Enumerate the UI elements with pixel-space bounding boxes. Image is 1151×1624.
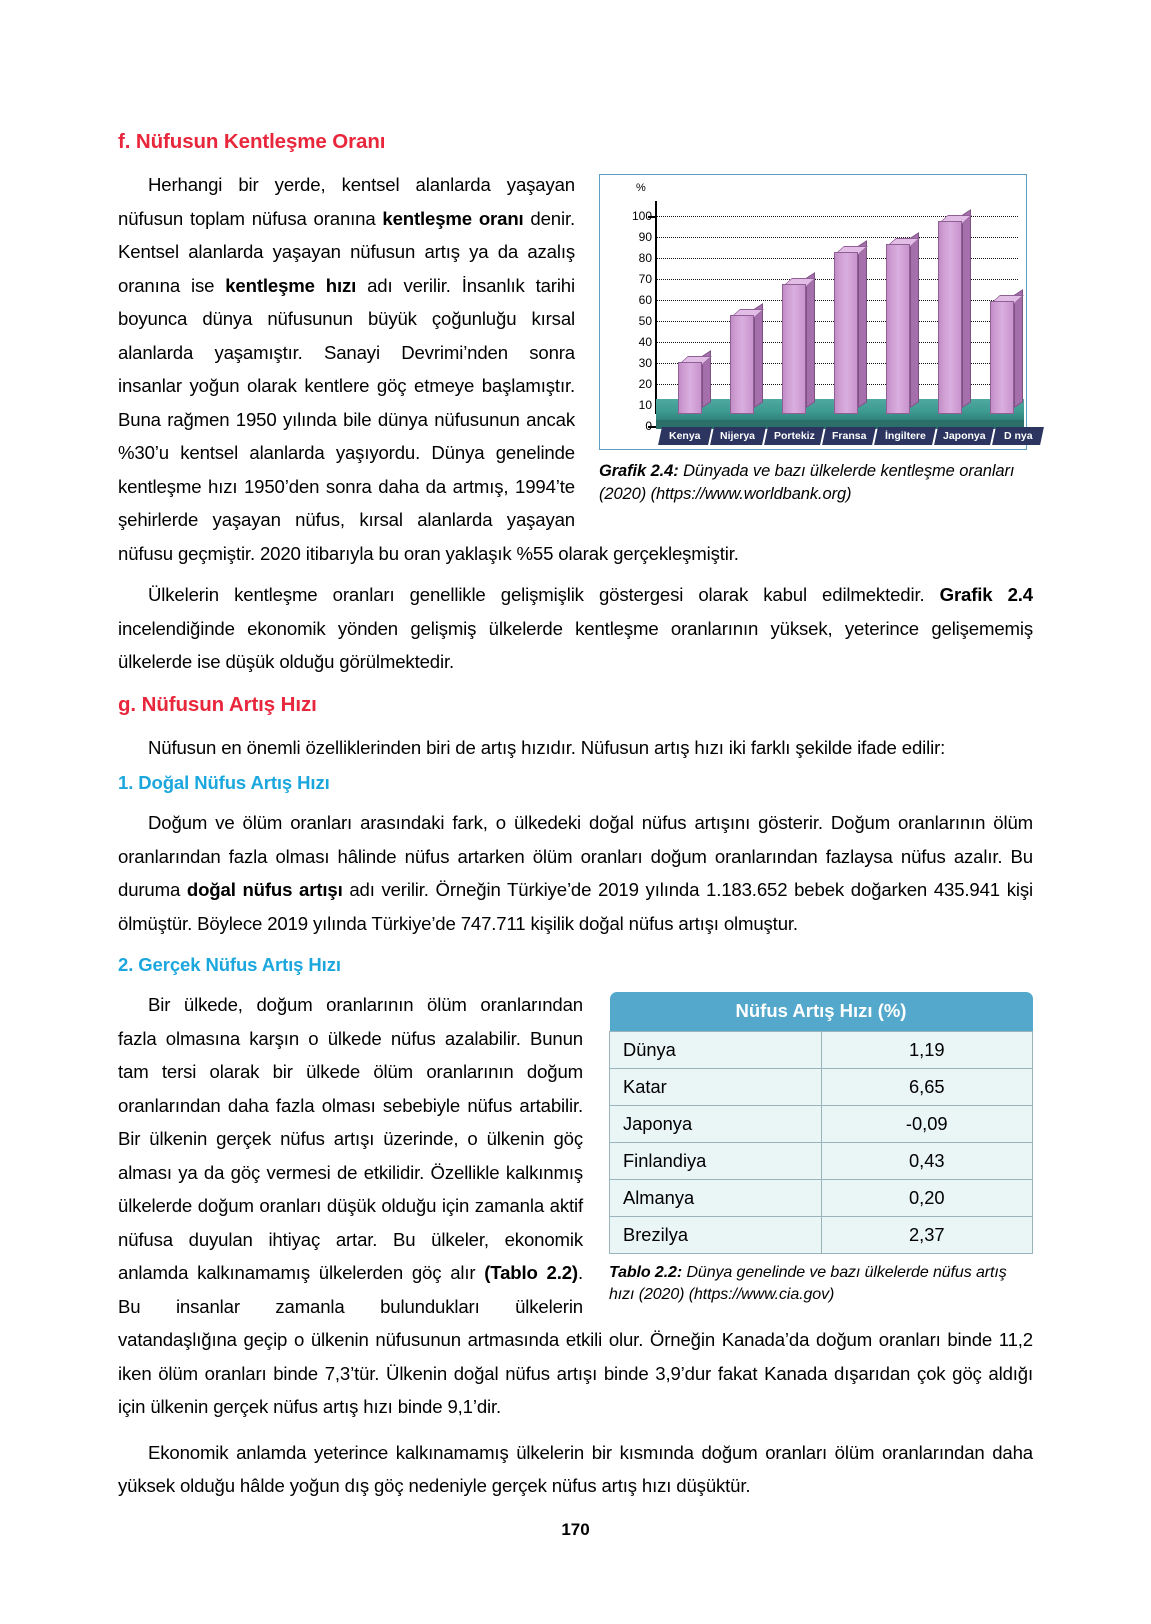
table-header-cell: Nüfus Artış Hızı (%) bbox=[610, 992, 1033, 1032]
paragraph-kalkinmamis: Ekonomik anlamda yeterince kalkınamamış ülkelerin bir kısmında doğum oranları ölüm oranlarından daha yüksek olduğu hâlde yoğun dış göç nedeniyle gerçek nüfus artış hızı düşüktür. bbox=[118, 1441, 1033, 1496]
x-label-portekiz: Portekiz bbox=[764, 427, 824, 445]
paragraph-dogal-nufus bbox=[118, 806, 1033, 940]
x-label-kenya: Kenya bbox=[658, 427, 712, 445]
y-tick-label-100: 100 bbox=[631, 209, 652, 223]
y-axis-tick-labels bbox=[600, 175, 652, 449]
bar-face bbox=[990, 301, 1014, 414]
page-content bbox=[118, 130, 1033, 1511]
p1-part-d: adı verilir. İnsanlık tarihi boyunca dünya nüfusunun büyük çoğunluğu kırsal alanlarda yaşamıştır. Sanayi Devrimi’nden sonra insanlar yoğun olarak kentlere göç etmeye başlamıştır. Buna rağmen 1950 yılında bile dünya nüfusunun ancak %30’u kentsel alanlarda yaşıyordu. Dünya genelinde kentleşme hızı 1950’den sonra daha da artmış, 1994’te şehirlerde yaşayan nüfus, kırsal alanlarda yaşayan nüfusu geçmiştir. 2020 itibarıyla bu oran yaklaşık %55 olarak gerçekleşmiştir. bbox=[118, 274, 739, 564]
table-cell-rate: 0,20 bbox=[821, 1180, 1033, 1217]
p2-part-c: incelendiğinde ekonomik yönden gelişmiş ülkelerde kentleşme oranlarının yüksek, yeterince gelişememiş ülkelerde ise düşük olduğu görülmektedir. bbox=[118, 617, 1033, 672]
bar-side bbox=[858, 240, 867, 408]
p1-part-a: Herhangi bir yerde, kentsel alanlarda yaşayan nüfusun toplam nüfusa oranına bbox=[118, 174, 575, 229]
bar-ingiltere bbox=[886, 244, 910, 414]
bar-face bbox=[938, 221, 962, 414]
p4-bold-dogal-nufus-artisi: doğal nüfus artışı bbox=[186, 879, 343, 900]
table-caption bbox=[609, 1262, 1033, 1306]
section-heading-g: g. Nüfusun Artış Hızı bbox=[118, 692, 317, 716]
y-tick-label-0: 0 bbox=[645, 419, 652, 433]
table-cell-country: Katar bbox=[610, 1069, 822, 1106]
table-cell-country: Finlandiya bbox=[610, 1143, 822, 1180]
table-row bbox=[610, 1069, 1033, 1106]
table-cell-country: Japonya bbox=[610, 1106, 822, 1143]
chart-caption-text: Dünyada ve bazı ülkelerde kentleşme oranları (2020) (https://www.worldbank.org) bbox=[599, 462, 1015, 503]
p1-bold-kentlesme-orani: kentleşme oranı bbox=[382, 207, 524, 229]
table-cell-country: Brezilya bbox=[610, 1217, 822, 1254]
y-tick-label-30: 30 bbox=[638, 356, 652, 370]
table-caption-text: Dünya genelinde ve bazı ülkelerde nüfus artış hızı (2020) (https://www.cia.gov) bbox=[609, 1264, 1007, 1303]
x-label-dunya: D nya bbox=[992, 427, 1044, 445]
bar-japonya bbox=[938, 221, 962, 414]
y-tick-label-50: 50 bbox=[638, 314, 652, 328]
y-tick-label-70: 70 bbox=[638, 272, 652, 286]
p4-part-c: adı verilir. Örneğin Türkiye’de 2019 yılında 1.183.652 bebek doğarken 435.941 kişi ölmüştür. Böylece 2019 yılında Türkiye’de 747.711 kişilik doğal nüfus artışı olmuştur. bbox=[118, 879, 1033, 934]
bar-face bbox=[678, 362, 702, 414]
bar-side bbox=[910, 232, 919, 408]
y-tick-label-10: 10 bbox=[638, 398, 652, 412]
bar-portekiz bbox=[782, 284, 806, 414]
p1-bold-kentlesme-hizi: kentleşme hızı bbox=[225, 274, 357, 296]
p5-part-a: Bir ülkede, doğum oranlarının ölüm oranlarından fazla olmasına karşın o ülkede nüfus azalabilir. Bunun tam tersi olarak bir ülkede ölüm oranlarının doğum oranlarından daha fazla olması sebebiyle nüfus artabilir. Bir ülkenin gerçek nüfus artışı üzerinde, o ülkenin göç alması ya da göç vermesi de etkilidir. Özellikle kalkınmış ülkelerde doğum oranları düşük olduğu için zamanla aktif nüfusa duyulan ihtiyaç artar. Bu ülkeler, ekonomik anlamda kalkınamamış ülkelerden göç alır bbox=[118, 994, 583, 1283]
table-cell-rate: 0,43 bbox=[821, 1143, 1033, 1180]
nufus-artis-hizi-table bbox=[609, 992, 1033, 1254]
bar-kenya bbox=[678, 362, 702, 414]
x-label-fransa: Fransa bbox=[822, 427, 876, 445]
table-cell-country: Almanya bbox=[610, 1180, 822, 1217]
table-caption-label: Tablo 2.2: bbox=[609, 1264, 683, 1281]
x-label-japonya: Japonya bbox=[934, 427, 994, 445]
p5-bold-tablo-ref: (Tablo 2.2) bbox=[484, 1262, 578, 1283]
subsection-heading-1: 1. Doğal Nüfus Artış Hızı bbox=[118, 772, 330, 793]
table-row bbox=[610, 1032, 1033, 1069]
table-row bbox=[610, 1106, 1033, 1143]
table-cell-rate: -0,09 bbox=[821, 1106, 1033, 1143]
p5-part-c: . Bu insanlar zamanla bulundukları ülkelerin vatandaşlığına geçip o ülkenin nüfusunun artmasında etkili olur. Örneğin Kanada’da doğum oranları binde 11,2 iken ölüm oranları binde 7,3’tür. Ülkenin doğal nüfus artışı binde 3,9’dur fakat Kanada dışarıdan çok göç aldığı için ülkenin gerçek nüfus artış hızı binde 9,1’dir. bbox=[118, 1262, 1033, 1417]
y-tick-label-60: 60 bbox=[638, 293, 652, 307]
y-tick-label-20: 20 bbox=[638, 377, 652, 391]
page-number: 170 bbox=[561, 1520, 590, 1539]
x-label-nijerya: Nijerya bbox=[710, 427, 766, 445]
chart-caption bbox=[599, 460, 1033, 506]
bar-side bbox=[962, 209, 971, 408]
bar-dunya bbox=[990, 301, 1014, 414]
bar-nijerya bbox=[730, 315, 754, 414]
p2-bold-grafik-ref: Grafik 2.4 bbox=[939, 584, 1033, 605]
y-axis-unit-label: % bbox=[636, 182, 646, 194]
section-heading-f: f. Nüfusun Kentleşme Oranı bbox=[118, 130, 386, 153]
y-tick-label-80: 80 bbox=[638, 251, 652, 265]
p4-part-a: Doğum ve ölüm oranları arasındaki fark, o ülkedeki doğal nüfus artışını gösterir. Doğum oranlarının ölüm oranlarından fazla olması hâlinde nüfus artarken ölüm oranları doğum oranlarından fazlaysa nüfus azalır. Bu duruma bbox=[118, 812, 1033, 900]
y-tick-label-40: 40 bbox=[638, 335, 652, 349]
table-row bbox=[610, 1217, 1033, 1254]
table-cell-rate: 2,37 bbox=[821, 1217, 1033, 1254]
table-row bbox=[610, 1143, 1033, 1180]
table-cell-country: Dünya bbox=[610, 1032, 822, 1069]
paragraph-gelismislik bbox=[118, 578, 1033, 679]
table-row bbox=[610, 1180, 1033, 1217]
bar-face bbox=[834, 252, 858, 414]
chart-caption-label: Grafik 2.4: bbox=[599, 462, 679, 480]
bar-face bbox=[730, 315, 754, 414]
y-tick-label-90: 90 bbox=[638, 230, 652, 244]
chart-inner bbox=[600, 175, 1033, 449]
bar-side bbox=[754, 303, 763, 408]
subsection-heading-2: 2. Gerçek Nüfus Artış Hızı bbox=[118, 954, 341, 975]
chart-plot-area bbox=[656, 201, 1020, 414]
paragraph-artis-hizi-intro: Nüfusun en önemli özelliklerinden biri de artış hızıdır. Nüfusun artış hızı iki farklı şekilde ifade edilir: bbox=[148, 736, 946, 758]
p1-part-c: denir. Kentsel alanlarda yaşayan nüfusun artış ya da azalış oranına ise bbox=[118, 207, 576, 296]
p2-part-a: Ülkelerin kentleşme oranları genellikle gelişmişlik göstergesi olarak kabul edilmektedir. bbox=[148, 584, 940, 605]
bar-side bbox=[806, 272, 815, 408]
table-cell-rate: 6,65 bbox=[821, 1069, 1033, 1106]
bar-face bbox=[886, 244, 910, 414]
bar-face bbox=[782, 284, 806, 414]
bar-side bbox=[1014, 289, 1023, 408]
x-axis-category-labels bbox=[656, 426, 1033, 445]
figure-grafik-2-4 bbox=[599, 174, 1033, 506]
table-header-row bbox=[610, 992, 1033, 1032]
bar-fransa bbox=[834, 252, 858, 414]
x-label-ingiltere: İngiltere bbox=[874, 427, 936, 445]
table-cell-rate: 1,19 bbox=[821, 1032, 1033, 1069]
chart-container bbox=[599, 174, 1033, 450]
figure-tablo-2-2 bbox=[609, 992, 1033, 1306]
